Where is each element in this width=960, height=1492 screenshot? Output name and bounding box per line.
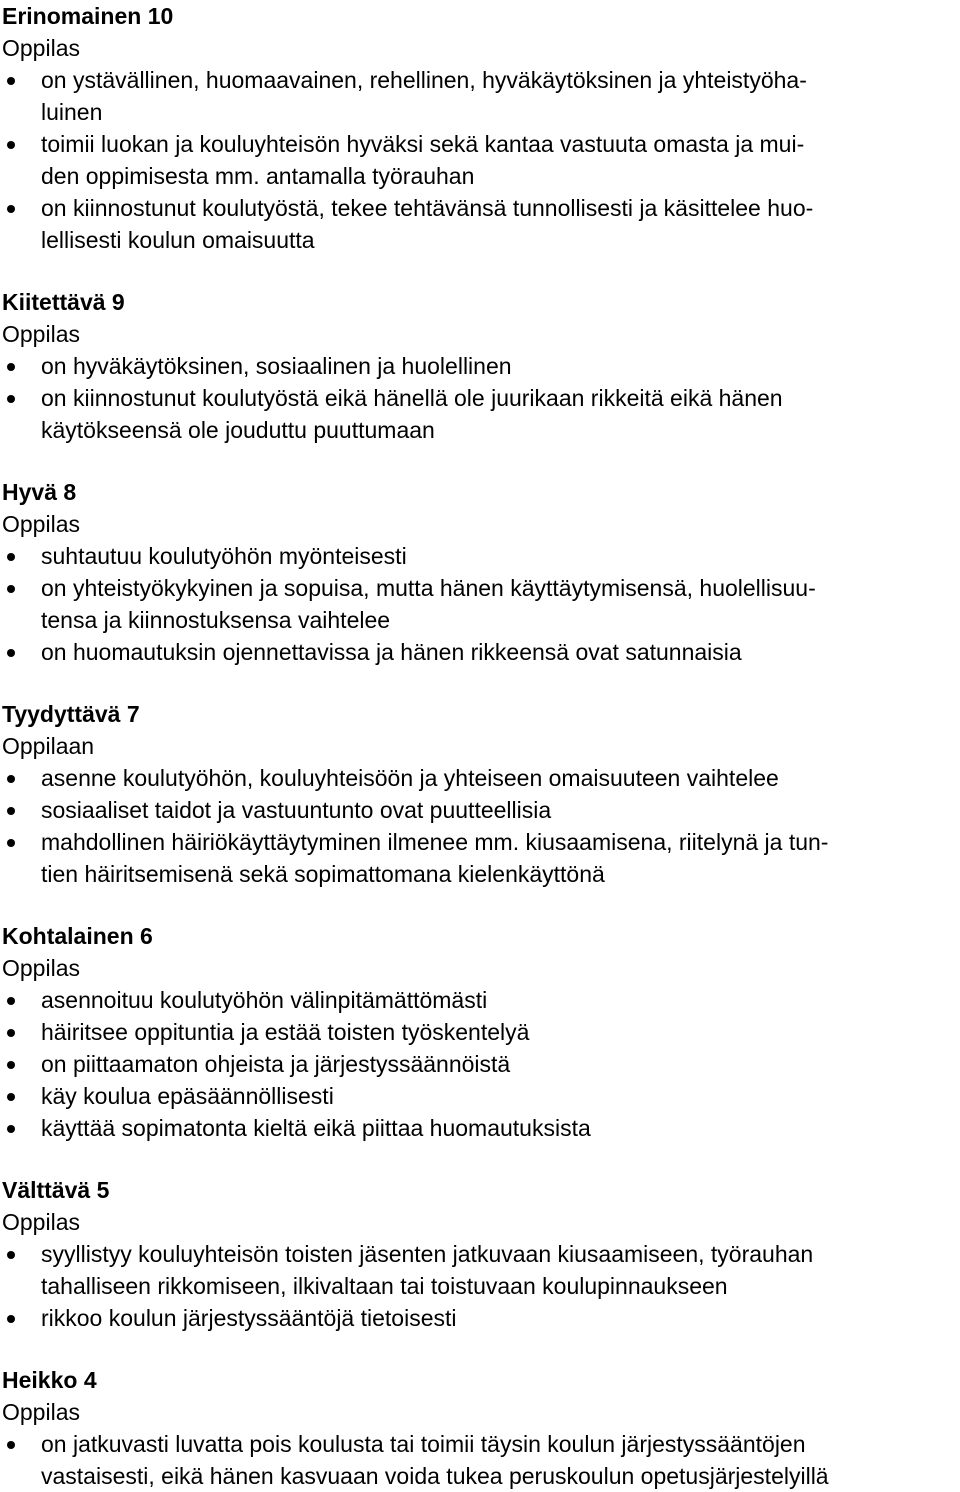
list-item: häiritsee oppituntia ja estää toisten työskentelyä <box>2 1016 960 1048</box>
grade-section-7 <box>2 698 960 890</box>
list-item: syyllistyy kouluyhteisön toisten jäsenten jatkuvaan kiusaamiseen, työrauhan tahalliseen rikkomiseen, ilkivaltaan tai toistuvaan koulupinnaukseen <box>2 1238 960 1302</box>
criteria-list <box>2 540 960 668</box>
list-item: käy koulua epäsäännöllisesti <box>2 1080 960 1112</box>
grade-heading: Tyydyttävä 7 <box>2 701 140 727</box>
grade-intro: Oppilas <box>2 1209 80 1235</box>
list-item: on hyväkäytöksinen, sosiaalinen ja huolellinen <box>2 350 960 382</box>
grade-heading: Hyvä 8 <box>2 479 77 505</box>
list-item: asenne koulutyöhön, kouluyhteisöön ja yhteiseen omaisuuteen vaihtelee <box>2 762 960 794</box>
criteria-list <box>2 64 960 256</box>
grade-section-10 <box>2 0 960 256</box>
list-item: asennoituu koulutyöhön välinpitämättömästi <box>2 984 960 1016</box>
criteria-list <box>2 1238 960 1334</box>
list-item: on jatkuvasti luvatta pois koulusta tai toimii täysin koulun järjestyssääntöjen vastaisesti, eikä hänen kasvuaan voida tukea peruskoulun opetusjärjestelyillä <box>2 1428 960 1492</box>
list-item: toimii luokan ja kouluyhteisön hyväksi sekä kantaa vastuuta omasta ja mui- den oppimisesta mm. antamalla työrauhan <box>2 128 960 192</box>
list-item: on piittaamaton ohjeista ja järjestyssäännöistä <box>2 1048 960 1080</box>
grade-intro: Oppilaan <box>2 733 95 759</box>
grade-section-9 <box>2 286 960 446</box>
grade-intro: Oppilas <box>2 955 80 981</box>
grade-heading: Kohtalainen 6 <box>2 923 153 949</box>
list-item: käyttää sopimatonta kieltä eikä piittaa huomautuksista <box>2 1112 960 1144</box>
grade-heading: Heikko 4 <box>2 1367 97 1393</box>
grade-intro: Oppilas <box>2 35 80 61</box>
grade-heading: Erinomainen 10 <box>2 3 174 29</box>
grade-intro: Oppilas <box>2 511 80 537</box>
grade-section-4 <box>2 1364 960 1492</box>
list-item: rikkoo koulun järjestyssääntöjä tietoisesti <box>2 1302 960 1334</box>
list-item: on kiinnostunut koulutyöstä eikä hänellä ole juurikaan rikkeitä eikä hänen käytökseensä ole jouduttu puuttumaan <box>2 382 960 446</box>
grade-section-5 <box>2 1174 960 1334</box>
list-item: on kiinnostunut koulutyöstä, tekee tehtävänsä tunnollisesti ja käsittelee huo- lellisesti koulun omaisuutta <box>2 192 960 256</box>
criteria-list <box>2 762 960 890</box>
list-item: on ystävällinen, huomaavainen, rehellinen, hyväkäytöksinen ja yhteistyöha- luinen <box>2 64 960 128</box>
criteria-list <box>2 984 960 1144</box>
list-item: suhtautuu koulutyöhön myönteisesti <box>2 540 960 572</box>
list-item: on yhteistyökykyinen ja sopuisa, mutta hänen käyttäytymisensä, huolellisuu- tensa ja kiinnostuksensa vaihtelee <box>2 572 960 636</box>
grade-section-6 <box>2 920 960 1144</box>
grade-section-8 <box>2 476 960 668</box>
grade-intro: Oppilas <box>2 1399 80 1425</box>
list-item: mahdollinen häiriökäyttäytyminen ilmenee mm. kiusaamisena, riitelynä ja tun- tien häiritsemisenä sekä sopimattomana kielenkäyttönä <box>2 826 960 890</box>
criteria-list <box>2 350 960 446</box>
criteria-list <box>2 1428 960 1492</box>
grade-heading: Välttävä 5 <box>2 1177 110 1203</box>
list-item: sosiaaliset taidot ja vastuuntunto ovat puutteellisia <box>2 794 960 826</box>
list-item: on huomautuksin ojennettavissa ja hänen rikkeensä ovat satunnaisia <box>2 636 960 668</box>
grade-heading: Kiitettävä 9 <box>2 289 125 315</box>
grade-intro: Oppilas <box>2 321 80 347</box>
